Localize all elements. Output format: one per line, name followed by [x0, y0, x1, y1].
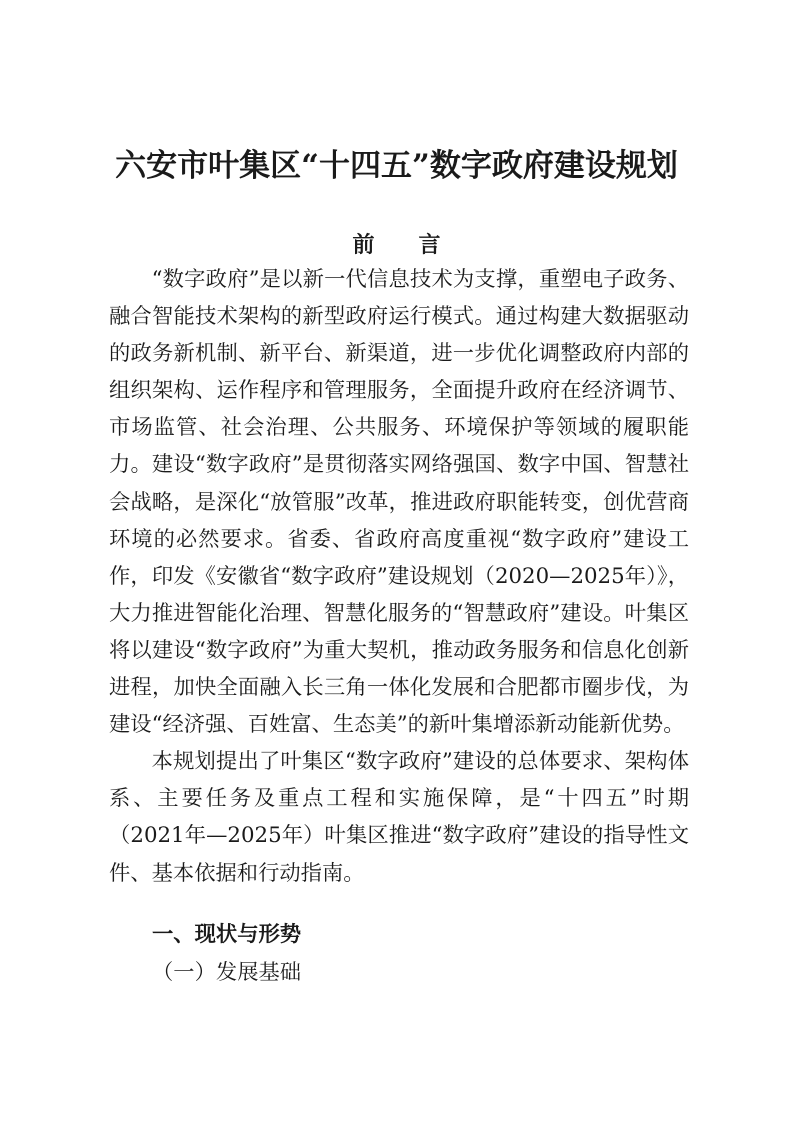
paragraph-1: “数字政府”是以新一代信息技术为支撑，重塑电子政务、融合智能技术架构的新型政府运行模式。通过构建大数据驱动的政务新机制、新平台、新渠道，进一步优化调整政府内部的组织架构、运作程序和管理服务，全面提升政府在经济调节、市场监管、社会治理、公共服务、环境保护等领域的履职能力。建设“数字政府”是贯彻落实网络强国、数字中国、智慧社会战略，是深化“放管服”改革，推进政府职能转变，创优营商环境的必然要求。省委、省政府高度重视“数字政府”建设工作，印发《安徽省“数字政府”建设规划（2020—2025年）》，大力推进智能化治理、智慧化服务的“智慧政府”建设。叶集区将以建设“数字政府”为重大契机，推动政务服务和信息化创新进程，加快全面融入长三角一体化发展和合肥都市圈步伐，为建设“经济强、百姓富、生态美”的新叶集增添新动能新优势。 — [109, 267, 689, 738]
preface-heading — [0, 228, 793, 259]
paragraph-2: 本规划提出了叶集区“数字政府”建设的总体要求、架构体系、主要任务及重点工程和实施保障，是“十四五”时期（2021年—2025年）叶集区推进“数字政府”建设的指导性文件、基本依据和行动指南。 — [109, 749, 689, 886]
preface-char-1: 前 — [352, 233, 375, 258]
subsection-heading: （一）发展基础 — [152, 960, 302, 985]
section-heading: 一、现状与形势 — [152, 922, 302, 947]
document-body — [109, 261, 689, 892]
document-title: 六安市叶集区“十四五”数字政府建设规划 — [115, 148, 678, 184]
preface-char-2: 言 — [418, 233, 441, 258]
